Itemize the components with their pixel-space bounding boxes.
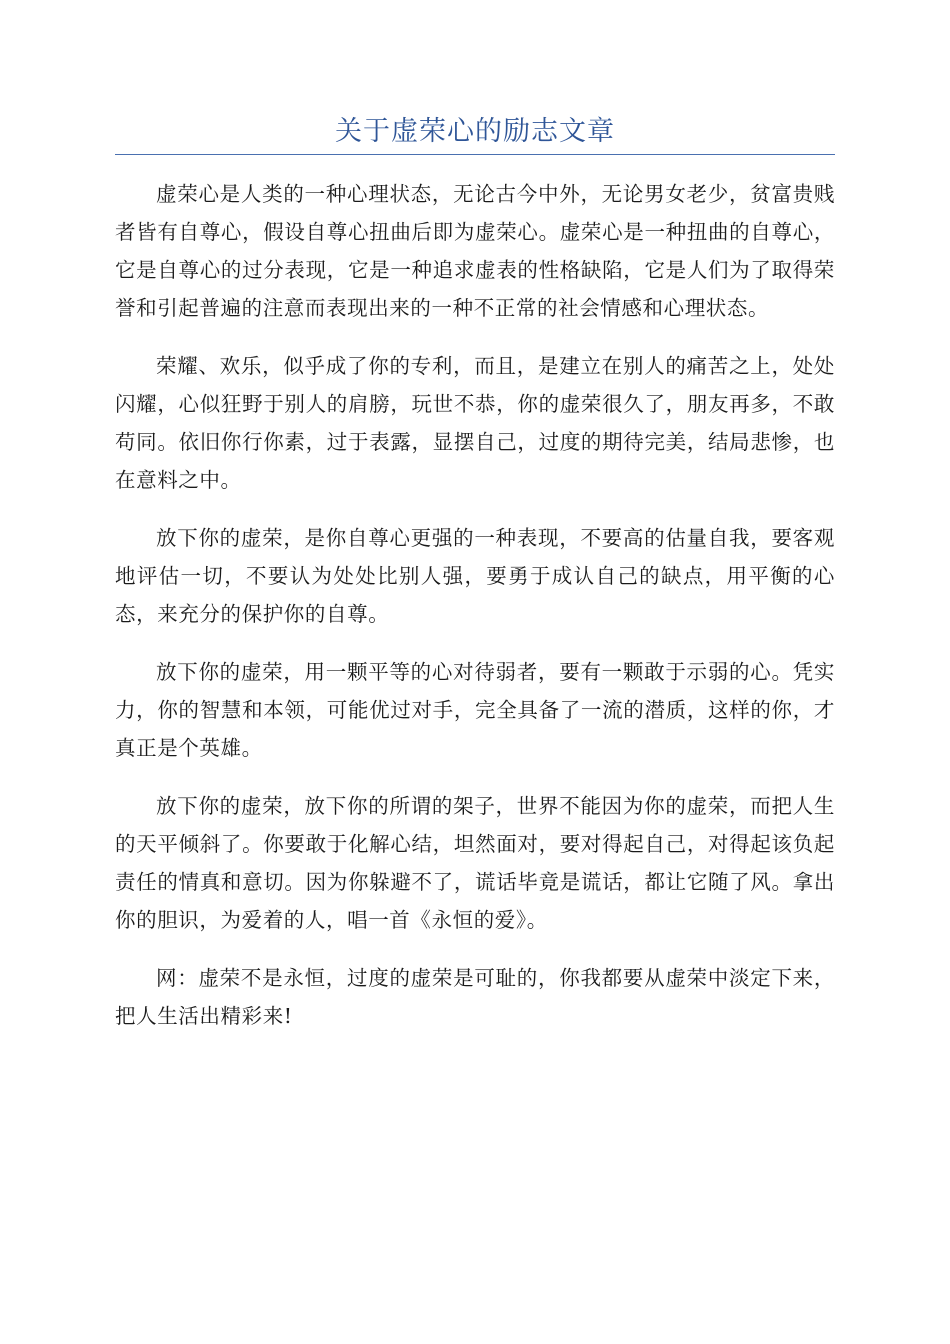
document-body (115, 175, 835, 1055)
paragraph-2: 荣耀、欢乐，似乎成了你的专利，而且，是建立在别人的痛苦之上，处处闪耀，心似狂野于别人的肩膀，玩世不恭，你的虚荣很久了，朋友再多，不敢苟同。依旧你行你素，过于表露，显摆自己，过度的期待完美，结局悲惨，也在意料之中。 (115, 354, 835, 492)
title-underline (115, 154, 835, 155)
paragraph-3: 放下你的虚荣，是你自尊心更强的一种表现，不要高的估量自我，要客观地评估一切，不要认为处处比别人强，要勇于成认自己的缺点，用平衡的心态，来充分的保护你的自尊。 (115, 526, 835, 626)
paragraph-6: 网：虚荣不是永恒，过度的虚荣是可耻的，你我都要从虚荣中淡定下来，把人生活出精彩来! (115, 966, 835, 1028)
paragraph-5: 放下你的虚荣，放下你的所谓的架子，世界不能因为你的虚荣，而把人生的天平倾斜了。你要敢于化解心结，坦然面对，要对得起自己，对得起该负起责任的情真和意切。因为你躲避不了，谎话毕竟是谎话，都让它随了风。拿出你的胆识，为爱着的人，唱一首《永恒的爱》。 (115, 794, 835, 932)
document-title: 关于虚荣心的励志文章 (335, 116, 615, 147)
paragraph-1: 虚荣心是人类的一种心理状态，无论古今中外，无论男女老少，贫富贵贱者皆有自尊心，假设自尊心扭曲后即为虚荣心。虚荣心是一种扭曲的自尊心，它是自尊心的过分表现，它是一种追求虚表的性格缺陷，它是人们为了取得荣誉和引起普遍的注意而表现出来的一种不正常的社会情感和心理状态。 (115, 182, 835, 320)
paragraph-4: 放下你的虚荣，用一颗平等的心对待弱者，要有一颗敢于示弱的心。凭实力，你的智慧和本领，可能优过对手，完全具备了一流的潜质，这样的你，才真正是个英雄。 (115, 660, 835, 760)
